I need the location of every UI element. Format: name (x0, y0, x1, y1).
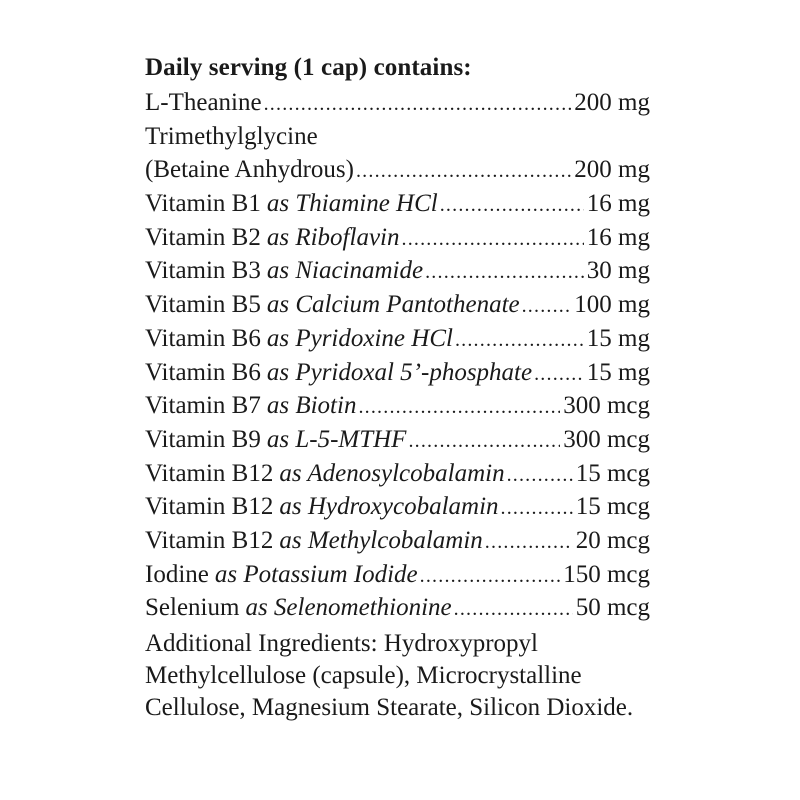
serving-heading: Daily serving (1 cap) contains: (145, 54, 472, 81)
ingredient-amount: 15 mg (586, 358, 650, 386)
ingredient-form: as Calcium Pantothenate (266, 291, 520, 319)
dot-leader (264, 88, 572, 122)
dot-leader (420, 560, 561, 594)
ingredient-name: Vitamin B12 (145, 526, 274, 554)
ingredient-form: as Potassium Iodide (214, 560, 418, 588)
ingredient-form: as Thiamine HCl (266, 190, 438, 218)
ingredient-form: as Pyridoxine HCl (266, 324, 453, 352)
dot-leader (501, 492, 573, 526)
dot-leader (507, 459, 573, 493)
ingredient-form: as Pyridoxal 5’-phosphate (266, 358, 533, 386)
ingredient-form: as Methylcobalamin (279, 526, 483, 554)
ingredient-row (145, 86, 650, 120)
ingredient-row (145, 221, 650, 255)
ingredient-row (145, 187, 650, 221)
ingredient-name: Vitamin B12 (145, 459, 274, 487)
dot-leader (440, 189, 584, 223)
dot-leader (454, 593, 573, 627)
ingredient-amount: 16 mg (586, 190, 650, 218)
dot-leader (485, 526, 573, 560)
ingredient-row (145, 120, 650, 154)
ingredient-row (145, 254, 650, 288)
ingredient-name: Iodine (145, 560, 209, 588)
ingredient-amount: 50 mcg (575, 594, 650, 622)
ingredient-amount: 300 mcg (563, 392, 650, 420)
dot-leader (534, 358, 584, 392)
ingredient-form: as L-5-MTHF (266, 425, 407, 453)
dot-leader (358, 391, 560, 425)
ingredient-amount: 30 mg (586, 257, 650, 285)
ingredient-name: Vitamin B1 (145, 190, 261, 218)
ingredient-amount: 15 mcg (575, 459, 650, 487)
ingredient-row (145, 490, 650, 524)
ingredient-row (145, 423, 650, 457)
ingredient-name: (Betaine Anhydrous) (145, 156, 354, 184)
ingredient-name: Vitamin B9 (145, 425, 261, 453)
ingredient-row (145, 356, 650, 390)
ingredient-amount: 200 mg (574, 156, 650, 184)
ingredient-name: Vitamin B5 (145, 291, 261, 319)
ingredient-amount: 100 mg (574, 291, 650, 319)
ingredient-row (145, 524, 650, 558)
ingredient-name: Selenium (145, 594, 240, 622)
ingredient-amount: 15 mcg (575, 493, 650, 521)
ingredient-form: as Selenomethionine (245, 594, 452, 622)
ingredient-name: Vitamin B2 (145, 223, 261, 251)
dot-leader (356, 155, 571, 189)
ingredient-amount: 300 mcg (563, 425, 650, 453)
ingredient-row (145, 591, 650, 625)
dot-leader (402, 223, 584, 257)
ingredient-form: as Adenosylcobalamin (279, 459, 505, 487)
ingredient-name: Vitamin B6 (145, 358, 261, 386)
additional-ingredients: Additional Ingredients: Hydroxypropyl Methylcellulose (capsule), Microcrystalline Cellulose, Magnesium Stearate, Silicon Dioxide. (145, 630, 634, 721)
ingredient-row (145, 457, 650, 491)
ingredient-name: Vitamin B6 (145, 324, 261, 352)
dot-leader (425, 256, 584, 290)
ingredient-amount: 15 mg (586, 324, 650, 352)
ingredient-form: as Biotin (266, 392, 357, 420)
ingredient-form: as Riboflavin (266, 223, 400, 251)
ingredient-name: L-Theanine (145, 89, 262, 116)
ingredient-amount: 16 mg (586, 223, 650, 251)
ingredient-amount: 20 mcg (575, 526, 650, 554)
dot-leader (455, 324, 584, 358)
ingredient-name: Vitamin B3 (145, 257, 261, 285)
ingredient-row (145, 322, 650, 356)
ingredient-name: Vitamin B12 (145, 493, 274, 521)
ingredient-form: as Niacinamide (266, 257, 424, 285)
ingredient-row (145, 389, 650, 423)
ingredient-form: as Hydroxycobalamin (279, 493, 499, 521)
supplement-facts-label (145, 52, 650, 724)
ingredient-row (145, 153, 650, 187)
ingredient-amount: 200 mg (574, 89, 650, 116)
ingredient-amount: 150 mcg (563, 560, 650, 588)
ingredient-name: Trimethylglycine (145, 122, 318, 150)
ingredient-name: Vitamin B7 (145, 392, 261, 420)
dot-leader (522, 290, 572, 324)
ingredient-row (145, 558, 650, 592)
ingredient-row (145, 288, 650, 322)
dot-leader (408, 425, 560, 459)
